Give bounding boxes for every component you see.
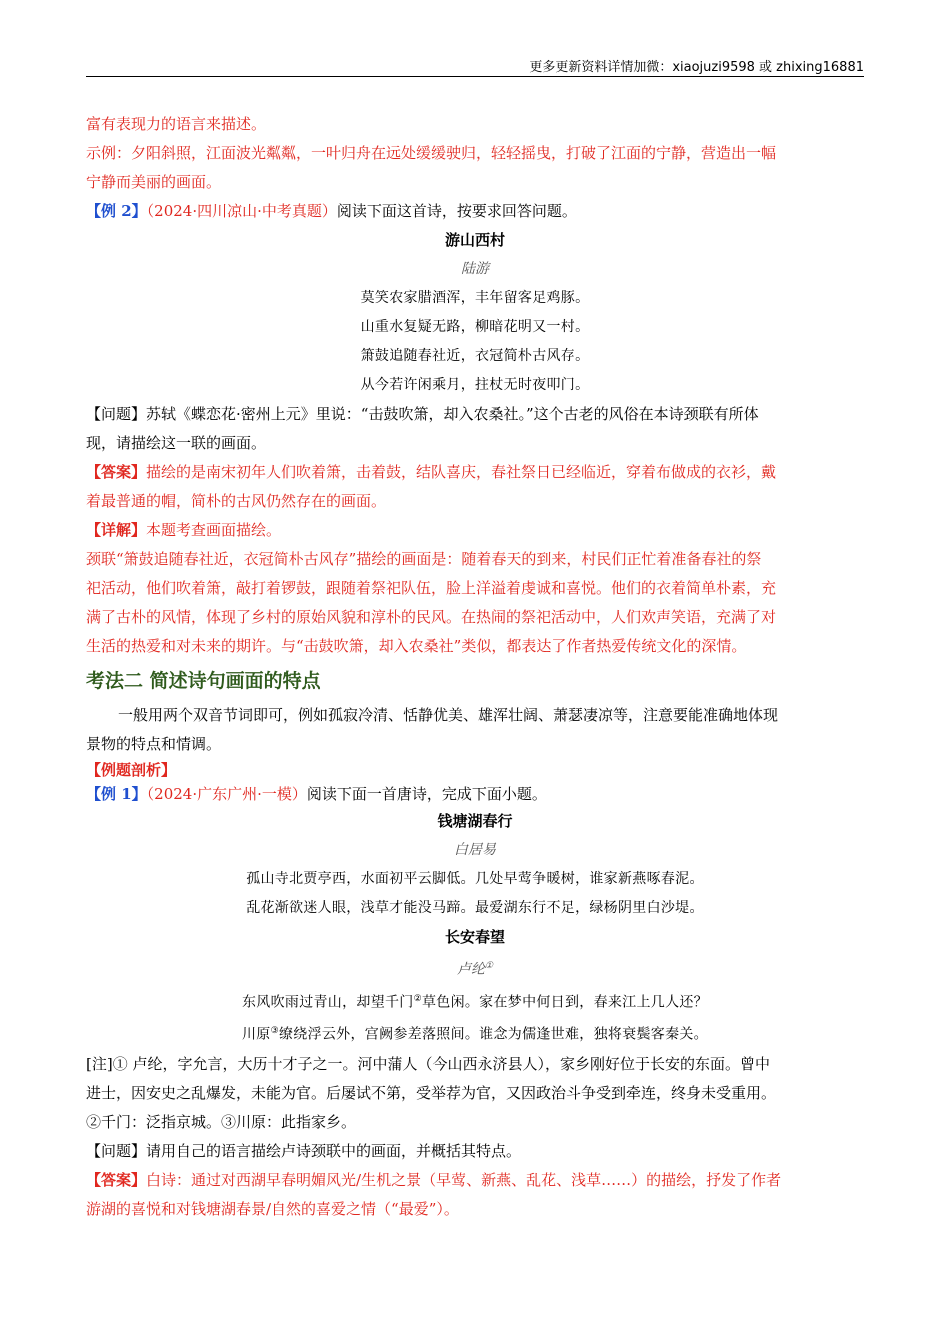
answer2-line-2: 游湖的喜悦和对钱塘湖春景/自然的喜爱之情（“最爱”）。 — [86, 1199, 459, 1218]
example-2-label: 【例 2】 — [86, 202, 147, 220]
poem2-line-part: 草色闲。家在梦中何日到，春来江上几人还？ — [421, 994, 708, 1011]
question-line-1 — [86, 400, 864, 429]
sample-line-1: 示例：夕阳斜照，江面波光粼粼，一叶归舟在远处缓缓驶归，轻轻摇曳，打破了江面的宁静，营造出一幅 — [86, 144, 777, 162]
question-label: 【问题】 — [86, 405, 147, 423]
example-1-prompt: 阅读下面一首唐诗，完成下面小题。 — [306, 785, 547, 803]
question2-line — [86, 1137, 864, 1166]
answer2-label: 【答案】 — [86, 1170, 147, 1189]
poem2-line — [86, 985, 864, 1018]
sample-line-2: 宁静而美丽的画面。 — [86, 173, 222, 191]
poem2-line-part: 缭绕浮云外，宫阙参差落照间。谁念为儒逢世难，独将衰鬓客秦关。 — [278, 1026, 708, 1043]
poem2-title: 长安春望 — [444, 928, 505, 946]
footnote-mark: ② — [413, 993, 422, 1004]
question2-text: 请用自己的语言描绘卢诗颈联中的画面，并概括其特点。 — [146, 1141, 522, 1160]
method-paragraph-2: 景物的特点和情调。 — [86, 735, 222, 753]
question-line-2: 现，请描绘这一联的画面。 — [86, 434, 267, 452]
poem-title: 游山西村 — [444, 231, 505, 249]
example-1-source: （2024·广东广州·一模） — [146, 785, 307, 803]
answer-line-2: 着最普通的帽，简朴的古风仍然存在的画面。 — [86, 492, 387, 510]
answer-line-1 — [86, 458, 864, 487]
answer-text: 描绘的是南宋初年人们吹着箫，击着鼓，结队喜庆，春社祭日已经临近，穿着布做成的衣衫，戴 — [146, 463, 777, 481]
detail-line: 颈联“箫鼓追随春社近，衣冠简朴古风存”描绘的画面是：随着春天的到来，村民们正忙着准备春社的祭 — [86, 550, 762, 568]
example-2-prompt: 阅读下面这首诗，按要求回答问题。 — [336, 202, 577, 220]
question-text: 苏轼《蝶恋花·密州上元》里说：“击鼓吹箫，却入农桑社。”这个古老的风俗在本诗颈联有所体 — [146, 405, 759, 423]
detail-line: 祀活动，他们吹着箫，敲打着锣鼓，跟随着祭祀队伍，脸上洋溢着虔诚和喜悦。他们的衣着简单朴素，充 — [86, 579, 777, 597]
detail-heading — [86, 516, 864, 545]
detail-label: 【详解】 — [86, 521, 147, 539]
poem-author: 陆游 — [461, 261, 489, 277]
answer2-text: 白诗：通过对西湖早春明媚风光/生机之景（早莺、新燕、乱花、浅草……）的描绘，抒发了作者 — [146, 1170, 782, 1189]
poem-line: 箫鼓追随春社近，衣冠简朴古风存。 — [360, 348, 590, 364]
poem-line: 从今若许闲乘月，拄杖无时夜叩门。 — [360, 377, 590, 393]
note-line: ②千门：泛指京城。③川原：此指家乡。 — [86, 1112, 357, 1131]
document-body — [86, 110, 864, 1224]
detail-text: 本题考查画面描绘。 — [146, 521, 282, 539]
method-paragraph-1: 一般用两个双音节词即可，例如孤寂冷清、恬静优美、雄浑壮阔、萧瑟凄凉等，注意要能准确地体现 — [118, 706, 779, 724]
example-2-source: （2024·四川凉山·中考真题） — [146, 202, 337, 220]
example-2-heading — [86, 197, 864, 226]
analysis-label: 【例题剖析】 — [86, 761, 177, 779]
poem2-author-note: ① — [484, 961, 494, 971]
example-1-label: 【例 1】 — [86, 785, 147, 803]
poem-line: 山重水复疑无路，柳暗花明又一村。 — [360, 319, 590, 335]
detail-line: 满了古朴的风情，体现了乡村的原始风貌和淳朴的民风。在热闹的祭祀活动中，人们欢声笑语，充满了对 — [86, 608, 777, 626]
poem2-author: 卢纶 — [456, 961, 485, 978]
header-rule — [86, 76, 864, 77]
poem2-line — [86, 1017, 864, 1050]
question2-label: 【问题】 — [86, 1141, 147, 1160]
note-line: 进士，因安史之乱爆发，未能为官。后屡试不第，受举荐为官，又因政治斗争受到牵连，终身未受重用。 — [86, 1083, 777, 1102]
intro-line: 富有表现力的语言来描述。 — [86, 115, 267, 133]
poem1-line: 乱花渐欲迷人眼，浅草才能没马蹄。最爱湖东行不足，绿杨阴里白沙堤。 — [246, 900, 704, 916]
poem1-author: 白居易 — [454, 842, 496, 858]
poem2-author-line — [86, 952, 864, 985]
example-1-heading — [86, 781, 864, 807]
poem-line: 莫笑农家腊酒浑，丰年留客足鸡豚。 — [360, 290, 590, 306]
poem1-line: 孤山寺北贾亭西，水面初平云脚低。几处早莺争暖树，谁家新燕啄春泥。 — [246, 871, 704, 887]
section-title: 考法二 简述诗句画面的特点 — [86, 670, 321, 692]
poem1-title: 钱塘湖春行 — [437, 812, 513, 830]
poem2-line-part: 东风吹雨过青山，却望千门 — [242, 994, 414, 1011]
detail-line: 生活的热爱和对未来的期许。与“击鼓吹箫，却入农桑社”类似，都表达了作者热爱传统文化的深情。 — [86, 637, 747, 655]
footnote-mark: ③ — [270, 1026, 279, 1037]
answer2-line-1 — [86, 1166, 864, 1195]
page-header: 更多更新资料详情加微：xiaojuzi9598 或 zhixing16881 — [529, 60, 864, 75]
note-line: [注]① 卢纶，字允言，大历十才子之一。河中蒲人（今山西永济县人），家乡刚好位于长安的东面。曾中 — [86, 1054, 770, 1073]
poem2-line-part: 川原 — [242, 1026, 271, 1043]
answer-label: 【答案】 — [86, 463, 147, 481]
